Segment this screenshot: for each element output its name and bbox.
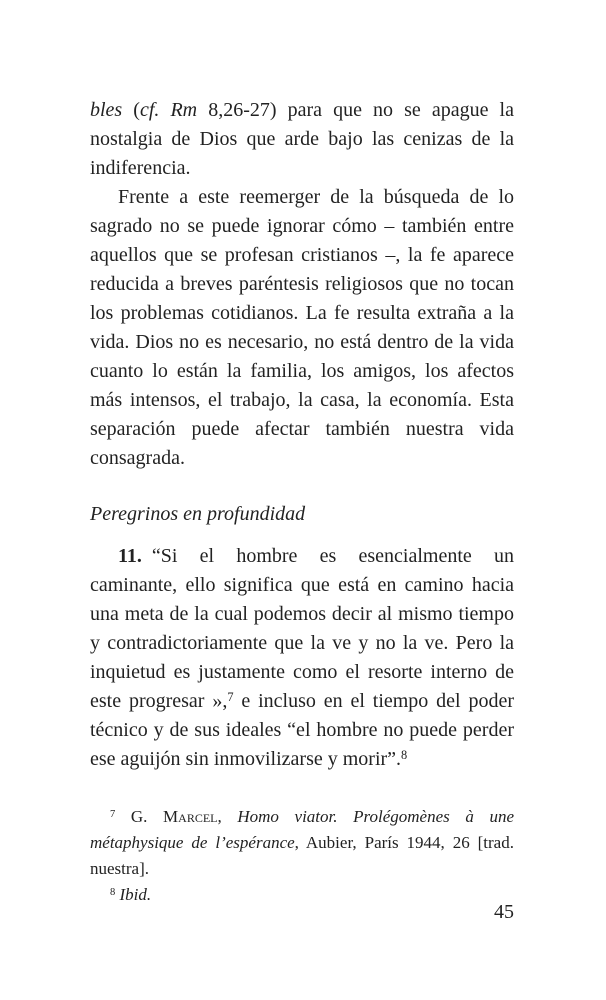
paragraph-number: 11.: [118, 545, 142, 567]
text-run: “Si el hombre es esencialmente un caminante, ello significa que está en camino hacia una meta de la cual podemos decir al mismo tiempo y contradictoriamente que la ve y no la ve. Pero la inquietud es justamente como el resorte interno de este progresar »,: [90, 545, 514, 712]
text-run: 8,26-27) para que no se apague la nostalgia de Dios que arde bajo las cenizas de la indiferencia.: [90, 99, 514, 179]
footnote-7: [90, 804, 514, 882]
text-run: (: [122, 99, 140, 121]
footnotes-block: [90, 804, 514, 908]
text-run: , Aubier, París 1944, 26 [trad. nuestra].: [90, 833, 514, 878]
paragraph-continuation: [90, 96, 514, 183]
footnote-ref-7: 7: [227, 690, 234, 705]
ibid-italic: Ibid.: [119, 885, 152, 904]
page-body: [90, 96, 514, 774]
book-title-italic: Homo viator. Prolégomènes à une métaphysique de l’espérance: [90, 807, 515, 852]
footnote-marker-8: 8: [110, 887, 116, 899]
footnote-ref-8: 8: [401, 748, 408, 763]
italic-word: bles: [90, 99, 123, 121]
paragraph-frente: Frente a este reemerger de la búsqueda de lo sagrado no se puede ignorar cómo – también entre aquellos que se profesan cristianos –, la fe aparece reducida a breves paréntesis religiosos que no tocan los problemas cotidianos. La fe resulta extraña a la vida. Dios no es necesario, no está dentro de la vida cuanto lo están la familia, los amigos, los afectos más intensos, el trabajo, la casa, la economía. Esta separación puede afectar también nuestra vida consagrada.: [90, 186, 514, 469]
scripture-reference: Rm: [170, 99, 198, 121]
page-number: 45: [494, 901, 514, 923]
paragraph-11: [90, 542, 514, 774]
author-name-smallcaps: Marcel: [163, 807, 218, 826]
text-run: G.: [115, 807, 164, 826]
text-run: ,: [217, 807, 238, 826]
footnote-marker-7: 7: [110, 809, 116, 821]
text-run: e incluso en el tiempo del poder técnico y de sus ideales “el hombre no puede perder ese aguijón sin inmovilizarse y morir”.: [90, 690, 514, 770]
section-heading: Peregrinos en profundidad: [90, 503, 306, 525]
cf-abbreviation: cf.: [139, 99, 171, 121]
